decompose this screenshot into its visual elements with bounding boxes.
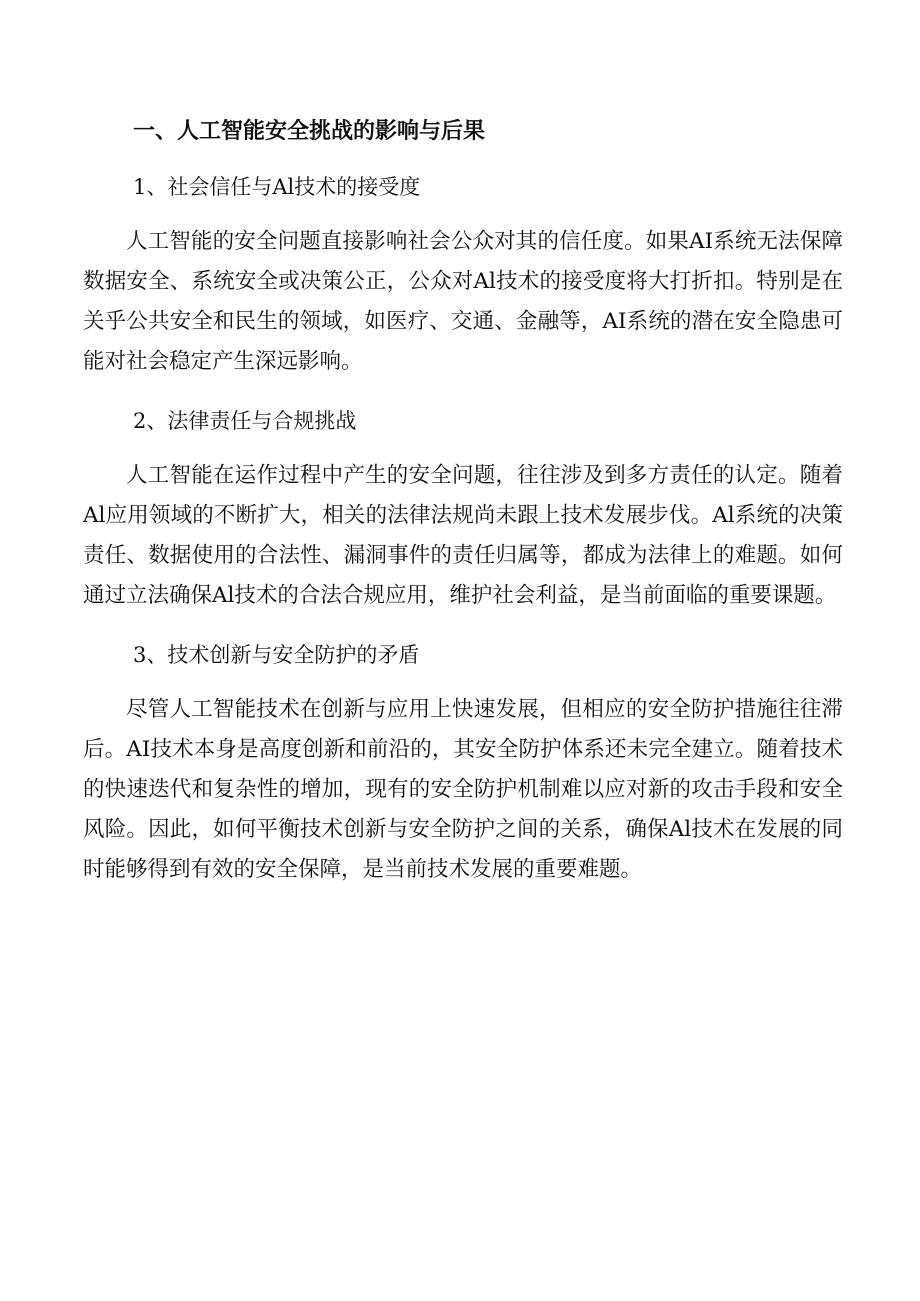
- section-heading-2: 2、法律责任与合规挑战: [133, 409, 357, 433]
- section-paragraph-1: 人工智能的安全问题直接影响社会公众对其的信任度。如果AI系统无法保障数据安全、系统安全或决策公正，公众对Al技术的接受度将大打折扣。特别是在关乎公共安全和民生的领域，如医疗、交通、金融等，AI系统的潜在安全隐患可能对社会稳定产生深远影响。: [83, 229, 843, 374]
- page-title: 一、人工智能安全挑战的影响与后果: [133, 118, 486, 144]
- section-paragraph-3: 尽管人工智能技术在创新与应用上快速发展，但相应的安全防护措施往往滞后。AI技术本身是高度创新和前沿的，其安全防护体系还未完全建立。随着技术的快速迭代和复杂性的增加，现有的安全防护机制难以应对新的攻击手段和安全风险。因此，如何平衡技术创新与安全防护之间的关系，确保Al技术在发展的同时能够得到有效的安全保障，是当前技术发展的重要难题。: [83, 697, 843, 882]
- section-paragraph-2: 人工智能在运作过程中产生的安全问题，往往涉及到多方责任的认定。随着Al应用领域的不断扩大，相关的法律法规尚未跟上技术发展步伐。Al系统的决策责任、数据使用的合法性、漏洞事件的责任归属等，都成为法律上的难题。如何通过立法确保Al技术的合法合规应用，维护社会利益，是当前面临的重要课题。: [83, 463, 843, 608]
- document-body: [83, 108, 843, 890]
- section-heading-1: 1、社会信任与Al技术的接受度: [133, 175, 421, 199]
- section-heading-3: 3、技术创新与安全防护的矛盾: [133, 643, 420, 667]
